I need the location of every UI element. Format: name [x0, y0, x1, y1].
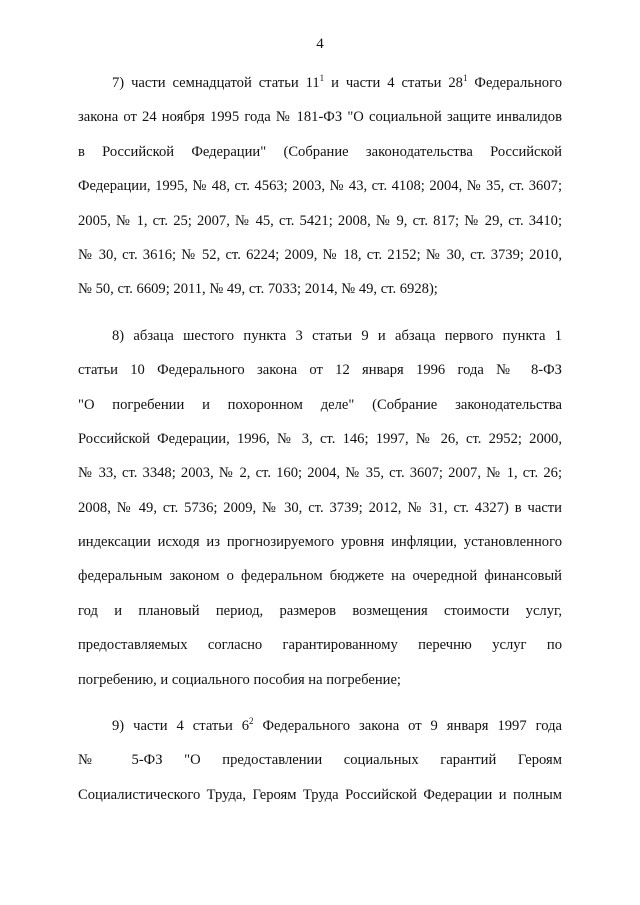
text-line: 2008, № 49, ст. 5736; 2009, № 30, ст. 3739; 2012, № 31, ст. 4327) в части — [78, 499, 562, 516]
text-line: Социалистического Труда, Героям Труда Российской Федерации и полным — [78, 786, 562, 803]
text-line: "О погребении и похоронном деле" (Собрание законодательства — [78, 396, 562, 413]
text-line: Федерации, 1995, № 48, ст. 4563; 2003, № 43, ст. 4108; 2004, № 35, ст. 3607; — [78, 178, 562, 195]
superscript: 1 — [462, 73, 468, 84]
text-line: федеральным законом о федеральном бюджете на очередной финансовый — [78, 568, 562, 585]
text-line: № 30, ст. 3616; № 52, ст. 6224; 2009, № 18, ст. 2152; № 30, ст. 3739; 2010, — [78, 246, 562, 263]
text-line: № 33, ст. 3348; 2003, № 2, ст. 160; 2004, № 35, ст. 3607; 2007, № 1, ст. 26; — [78, 465, 562, 482]
text-line: закона от 24 ноября 1995 года № 181-ФЗ "О социальной защите инвалидов — [78, 109, 562, 126]
text-line: индексации исходя из прогнозируемого уровня инфляции, установленного — [78, 534, 562, 551]
text-line: 2005, № 1, ст. 25; 2007, № 45, ст. 5421; 2008, № 9, ст. 817; № 29, ст. 3410; — [78, 212, 562, 229]
text-line: Российской Федерации, 1996, № 3, ст. 146; 1997, № 26, ст. 2952; 2000, — [78, 430, 562, 447]
text-line: статьи 10 Федерального закона от 12 января 1996 года № 8-ФЗ — [78, 362, 562, 379]
text-line: 9) части 4 статьи $6^2$ Федерального закона от 9 января 1997 года — [112, 716, 562, 735]
text-line: 7) части семнадцатой статьи $11^1$ и части 4 статьи $28^1$ Федерального — [112, 73, 562, 91]
page-number: 4 — [316, 36, 324, 52]
text-line: год и плановый период, размеров возмещения стоимости услуг, — [78, 602, 562, 619]
document-body — [78, 66, 562, 812]
text-line: в Российской Федерации" (Собрание законодательства Российской — [78, 143, 562, 160]
text-line: № 50, ст. 6609; 2011, № 49, ст. 7033; 2014, № 49, ст. 6928); — [78, 281, 438, 298]
text-line: 8) абзаца шестого пункта 3 статьи 9 и абзаца первого пункта 1 — [112, 327, 562, 344]
paragraph-item-8 — [78, 319, 562, 697]
superscript: 1 — [319, 73, 325, 84]
paragraph-item-9 — [78, 709, 562, 812]
text-line: погребению, и социального пособия на погребение; — [78, 671, 401, 688]
superscript: 2 — [249, 716, 254, 727]
paragraph-item-7 — [78, 66, 562, 307]
text-line: № 5-ФЗ "О предоставлении социальных гарантий Героям — [78, 752, 562, 769]
text-line: предоставляемых согласно гарантированному перечню услуг по — [78, 637, 562, 654]
